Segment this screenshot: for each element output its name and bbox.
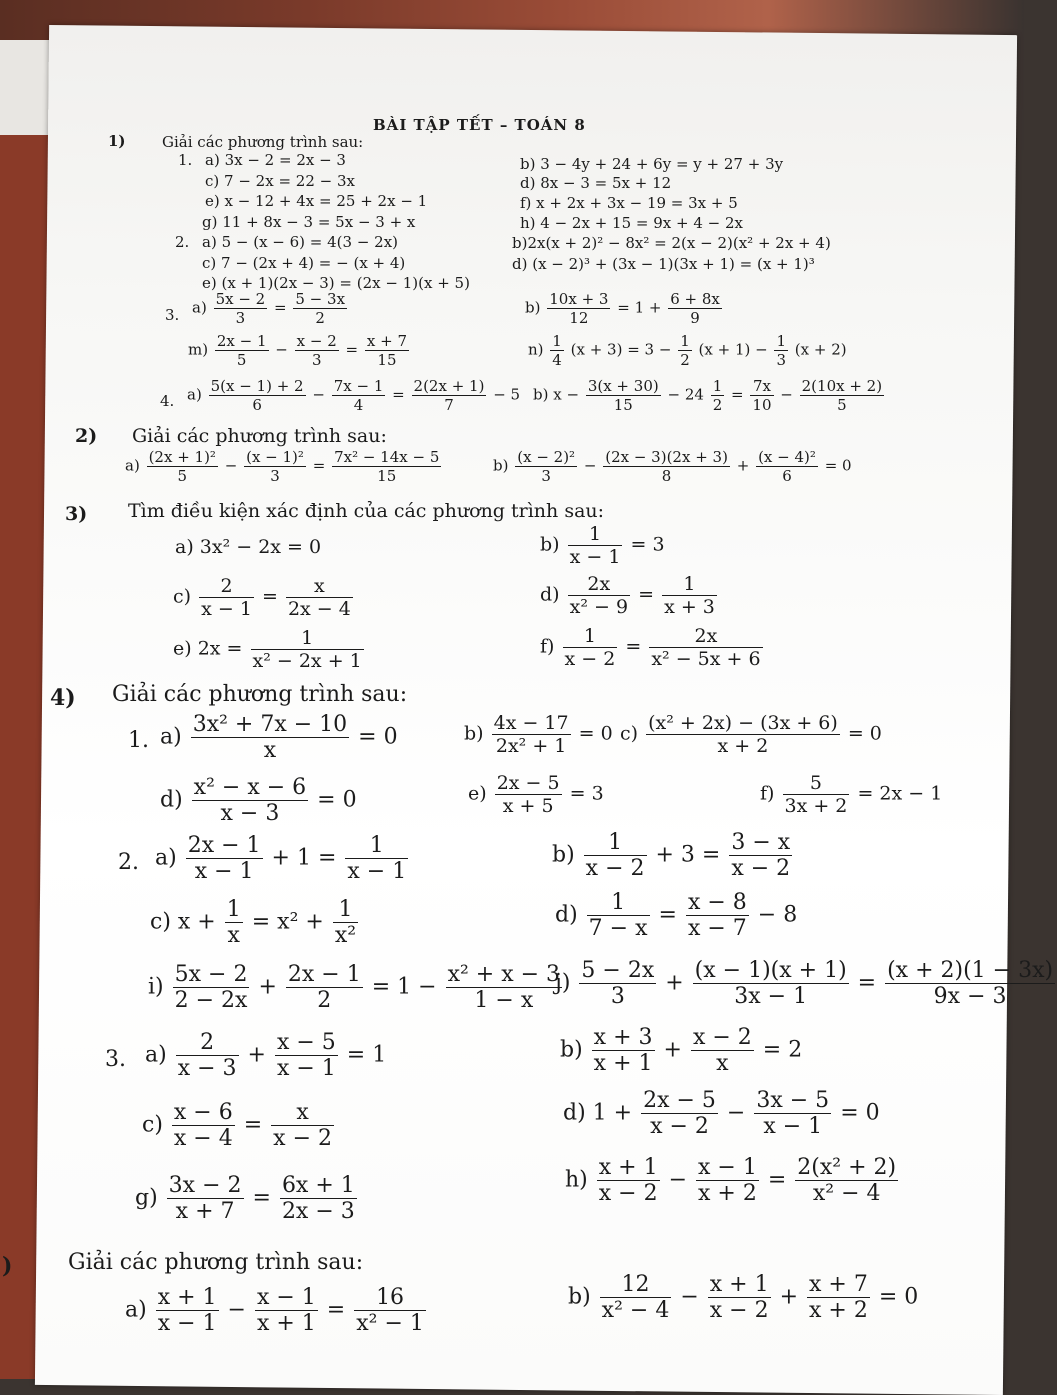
exercise-5a: a) $\frac{x + 1}{x - 1}$ − $\frac{x - 1}{x + 1}$ = $\frac{16}{\text{x² − 1}}$ xyxy=(125,1285,424,1336)
exercise-4-2j: j) $\frac{5 - 2x}{3}$ + $\frac{(x - 1)(x + 1)}{3x - 1}$ = $\frac{(x + 2)(1 - 3x)}{9x - 3}$ xyxy=(555,958,1054,1009)
section-3-heading: Tìm điều kiện xác định của các phương trình sau: xyxy=(128,500,605,522)
part-4-1-label: 1. xyxy=(128,728,149,753)
exercise-2a: a) $\frac{\text{(2x + 1)²}}{5}$ − $\frac{\text{(x − 1)²}}{3}$ = $\frac{\text{7x² − 14x − 5}}{15}$ xyxy=(125,448,440,485)
exercise-3a: a) 3x² − 2x = 0 xyxy=(175,536,322,558)
section-5-heading: Giải các phương trình sau: xyxy=(68,1250,364,1275)
exercise-1-1a: a) 3x − 2 = 2x − 3 xyxy=(205,151,346,169)
exercise-4-2b: b) $\frac{1}{x - 2}$ + 3 = $\frac{3 - x}{x - 2}$ xyxy=(552,830,791,881)
exercise-1-3b: b) $\frac{10x + 3}{12}$ = 1 + $\frac{6 + 8x}{9}$ xyxy=(525,290,720,327)
exercise-1-3a: a) $\frac{5x - 2}{3}$ = $\frac{5 - 3x}{2}$ xyxy=(192,290,346,327)
exercise-1-2c: c) 7 − (2x + 4) = − (x + 4) xyxy=(202,254,406,272)
exercise-1-2b: b)2x(x + 2)² − 8x² = 2(x − 2)(x² + 2x + 4) xyxy=(512,234,831,252)
exercise-1-3n: n) $\frac{1}{4}$ (x + 3) = 3 − $\frac{1}{2}$ (x + 1) − $\frac{1}{3}$ (x + 2) xyxy=(528,332,847,369)
exercise-1-4b: b) x − $\frac{3(x + 30)}{15}$ − 24 $\frac{1}{2}$ = $\frac{7x}{10}$ − $\frac{2(10x + 2)}{5}$ xyxy=(533,377,883,414)
exercise-1-1f: f) x + 2x + 3x − 19 = 3x + 5 xyxy=(520,194,738,212)
exercise-1-1g: g) 11 + 8x − 3 = 5x − 3 + x xyxy=(202,213,416,231)
exercise-1-4a: a) $\frac{5(x - 1) + 2}{6}$ − $\frac{7x - 1}{4}$ = $\frac{2(2x + 1)}{7}$ − 5 xyxy=(187,377,521,414)
section-1-heading: Giải các phương trình sau: xyxy=(162,133,364,151)
exercise-5b: b) $\frac{12}{\text{x² − 4}}$ − $\frac{x + 1}{x - 2}$ + $\frac{x + 7}{x + 2}$ = 0 xyxy=(568,1272,919,1323)
section-2-heading: Giải các phương trình sau: xyxy=(132,425,387,447)
exercise-4-3d: d) 1 + $\frac{2x - 5}{x - 2}$ − $\frac{3x - 5}{x - 1}$ = 0 xyxy=(563,1088,880,1139)
exercise-4-3a: a) $\frac{2}{x - 3}$ + $\frac{x - 5}{x - 1}$ = 1 xyxy=(145,1030,387,1081)
exercise-1-1b: b) 3 − 4y + 24 + 6y = y + 27 + 3y xyxy=(520,155,784,173)
part-4-3-label: 3. xyxy=(105,1047,126,1072)
page-title: BÀI TẬP TẾT – TOÁN 8 xyxy=(373,116,586,134)
section-4-number: 4) xyxy=(50,685,76,711)
exercise-4-2a: a) $\frac{2x - 1}{x - 1}$ + 1 = $\frac{1}{x - 1}$ xyxy=(155,833,407,884)
section-5-number: ) xyxy=(2,1253,13,1279)
exercise-1-1d: d) 8x − 3 = 5x + 12 xyxy=(520,174,672,192)
exercise-4-1c: c) $\frac{\text{(x² + 2x) − (3x + 6)}}{x + 2}$ = 0 xyxy=(620,712,882,757)
exercise-4-1a: a) $\frac{\text{3x² + 7x − 10}}{x}$ = 0 xyxy=(160,712,398,763)
exercise-4-1e: e) $\frac{2x - 5}{x + 5}$ = 3 xyxy=(468,772,604,817)
exercise-4-3h: h) $\frac{x + 1}{x - 2}$ − $\frac{x - 1}{x + 2}$ = $\frac{\text{2(x² + 2)}}{\text{x² − 4}}$ xyxy=(565,1155,897,1206)
section-1-number: 1) xyxy=(108,132,126,150)
exercise-3d: d) $\frac{2x}{\text{x² − 9}}$ = $\frac{1}{x + 3}$ xyxy=(540,573,715,618)
section-3-number: 3) xyxy=(65,503,88,525)
exercise-1-1e: e) x − 12 + 4x = 25 + 2x − 1 xyxy=(205,192,428,210)
exercise-4-2d: d) $\frac{1}{7 - x}$ = $\frac{x - 8}{x - 7}$ − 8 xyxy=(555,890,798,941)
exercise-4-3b: b) $\frac{x + 3}{x + 1}$ + $\frac{x - 2}{x}$ = 2 xyxy=(560,1025,803,1076)
section-2-number: 2) xyxy=(75,425,98,447)
exercise-2b: b) $\frac{\text{(x − 2)²}}{3}$ − $\frac{(2x - 3)(2x + 3)}{8}$ + $\frac{\text{(x − 4)²}}{6}$ = 0 xyxy=(493,448,852,485)
exercise-4-1d: d) $\frac{\text{x² − x − 6}}{x - 3}$ = 0 xyxy=(160,775,357,826)
part-2-label: 2. xyxy=(175,233,190,251)
section-4-heading: Giải các phương trình sau: xyxy=(112,682,408,707)
part-3-label: 3. xyxy=(165,306,180,324)
part-1-label: 1. xyxy=(178,151,193,169)
exercise-3f: f) $\frac{1}{x - 2}$ = $\frac{2x}{\text{x² − 5x + 6}}$ xyxy=(540,625,761,670)
exercise-3b: b) $\frac{1}{x - 1}$ = 3 xyxy=(540,523,665,568)
exercise-1-2e: e) (x + 1)(2x − 3) = (2x − 1)(x + 5) xyxy=(202,274,470,292)
exercise-3e: e) 2x = $\frac{1}{\text{x² − 2x + 1}}$ xyxy=(173,627,362,672)
exercise-1-1h: h) 4 − 2x + 15 = 9x + 4 − 2x xyxy=(520,214,743,232)
exercise-4-2c: c) x + $\frac{1}{x}$ = x² + $\frac{1}{\text{x²}}$ xyxy=(150,897,357,948)
exercise-1-1c: c) 7 − 2x = 22 − 3x xyxy=(205,172,355,190)
exercise-1-3m: m) $\frac{2x - 1}{5}$ − $\frac{x - 2}{3}$ = $\frac{x + 7}{15}$ xyxy=(188,332,408,369)
part-4-2-label: 2. xyxy=(118,850,139,875)
exercise-1-2d: d) (x − 2)³ + (3x − 1)(3x + 1) = (x + 1)³ xyxy=(512,255,815,273)
exercise-4-3c: c) $\frac{x - 6}{x - 4}$ = $\frac{x}{x - 2}$ xyxy=(142,1100,332,1151)
exercise-4-1f: f) $\frac{5}{3x + 2}$ = 2x − 1 xyxy=(760,772,943,817)
exercise-4-1b: b) $\frac{4x - 17}{\text{2x² + 1}}$ = 0 xyxy=(464,712,613,757)
exercise-3c: c) $\frac{2}{x - 1}$ = $\frac{x}{2x - 4}$ xyxy=(173,575,351,620)
part-4-label: 4. xyxy=(160,392,175,410)
exercise-4-2i: i) $\frac{5x - 2}{2 - 2x}$ + $\frac{2x - 1}{2}$ = 1 − $\frac{\text{x² + x − 3}}{1 - x}$ xyxy=(148,962,561,1013)
exercise-1-2a: a) 5 − (x − 6) = 4(3 − 2x) xyxy=(202,233,399,251)
exercise-4-3g: g) $\frac{3x - 2}{x + 7}$ = $\frac{6x + 1}{2x - 3}$ xyxy=(135,1173,355,1224)
